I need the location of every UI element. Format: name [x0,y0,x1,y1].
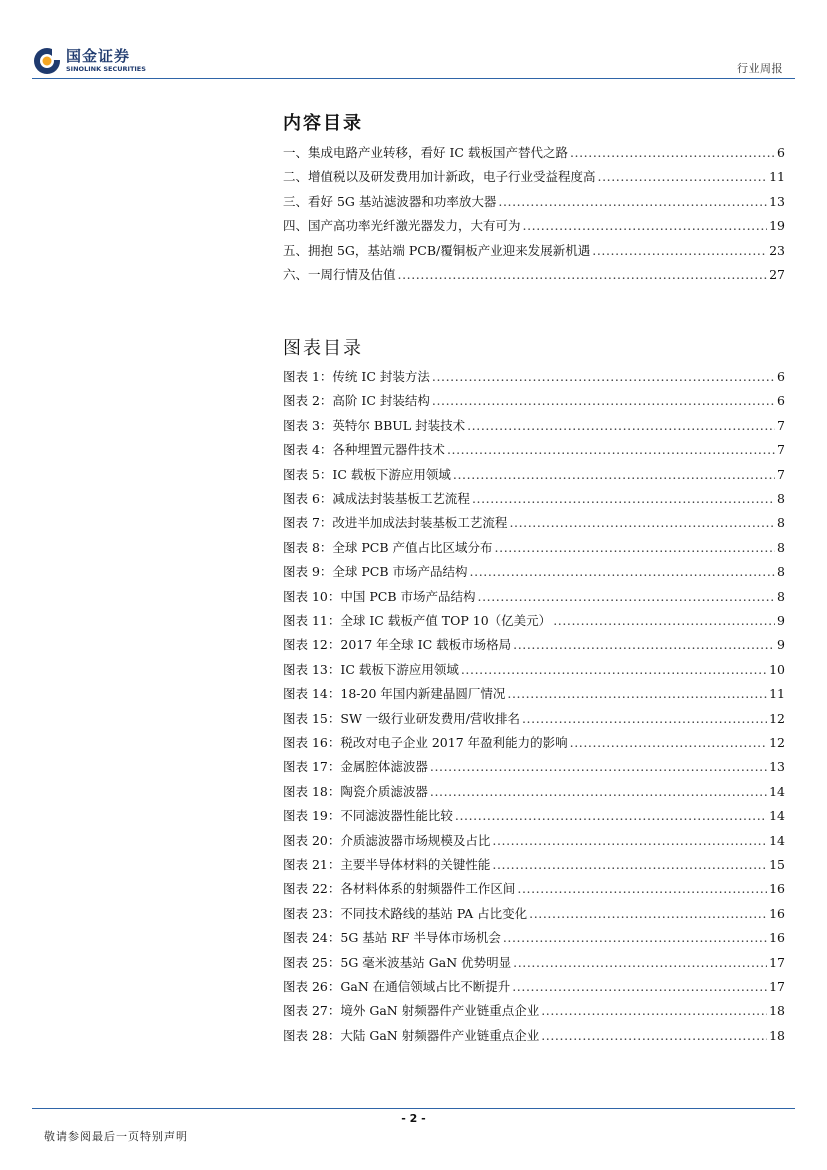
figure-entry-label[interactable]: 图表 12：2017 年全球 IC 载板市场格局 [283,637,512,653]
logo-mark-icon [32,46,62,76]
figure-entry-page[interactable]: 14 [769,808,785,824]
dot-leader [507,686,767,702]
dot-leader [570,145,775,161]
figure-entry-page[interactable]: 15 [769,857,785,872]
contents-entry-label[interactable]: 四、国产高功率光纤激光器发力，大有可为 [283,218,521,234]
dot-leader [432,393,775,409]
dot-leader [503,930,767,946]
figure-entry-page[interactable]: 6 [777,369,785,384]
dot-leader [453,467,775,483]
dot-leader [455,808,767,824]
dot-leader [529,906,767,922]
figure-entry-page[interactable]: 12 [769,710,785,726]
figure-entry-page[interactable]: 11 [769,686,785,702]
contents-entry-page[interactable]: 13 [769,193,785,209]
figure-entry[interactable] [283,589,785,607]
figure-entry-label[interactable]: 图表 20：介质滤波器市场规模及占比 [283,832,491,848]
dot-leader [517,881,767,897]
contents-entry-label[interactable]: 三、看好 5G 基站滤波器和功率放大器 [283,193,497,209]
dot-leader [461,662,767,678]
figure-entry-page[interactable]: 8 [777,588,785,604]
contents-entry-page[interactable]: 11 [769,169,785,185]
figure-entry-label[interactable]: 图表 6：减成法封装基板工艺流程 [283,491,470,506]
dot-leader [492,833,767,849]
figure-entry-label[interactable]: 图表 14：18-20 年国内新建晶圆厂情况 [283,686,506,702]
figure-entry-page[interactable]: 7 [777,442,785,458]
figure-entry-label[interactable]: 图表 18：陶瓷介质滤波器 [283,783,428,799]
page-header [0,0,827,82]
figure-entry[interactable] [283,540,785,558]
figure-entry-label[interactable]: 图表 17：金属腔体滤波器 [283,759,428,775]
figure-entry-label[interactable]: 图表 11：全球 IC 载板产值 TOP 10（亿美元） [283,613,552,628]
dot-leader [598,169,768,185]
contents-entry[interactable] [283,145,785,163]
figure-entry-label[interactable]: 图表 2：高阶 IC 封装结构 [283,393,430,409]
dot-leader [553,613,775,629]
figure-entry-page[interactable]: 8 [777,539,785,555]
figure-entry-page[interactable]: 18 [769,1003,785,1019]
figure-entry-page[interactable]: 18 [769,1027,785,1043]
figure-entry-page[interactable]: 17 [769,979,785,994]
figures-title: 图表目录 [283,338,363,359]
contents-entry-label[interactable]: 五、拥抱 5G，基站端 PCB/覆铜板产业迎来发展新机遇 [283,242,591,258]
figure-entry-label[interactable]: 图表 24：5G 基站 RF 半导体市场机会 [283,930,501,946]
figure-entry-label[interactable]: 图表 21：主要半导体材料的关键性能 [283,857,491,872]
footer-divider [32,1108,795,1109]
dot-leader [513,637,775,653]
report-type-label: 行业周报 [737,62,783,75]
figure-entry[interactable] [283,881,785,899]
figure-entry-page[interactable]: 7 [777,417,785,433]
dot-leader [478,589,776,605]
dot-leader [495,540,776,556]
figure-entry[interactable] [283,515,785,533]
figure-entry-label[interactable]: 图表 4：各种埋置元器件技术 [283,442,445,458]
figure-entry[interactable] [283,735,785,753]
dot-leader [447,442,775,458]
contents-entry[interactable] [283,218,785,236]
dot-leader [430,784,767,800]
figure-entry-page[interactable]: 8 [777,515,785,531]
figure-entry-label[interactable]: 图表 19：不同滤波器性能比较 [283,808,453,824]
figure-entry[interactable] [283,808,785,826]
contents-entry-page[interactable]: 6 [777,145,785,160]
dot-leader [522,711,767,727]
dot-leader [512,979,767,995]
contents-entry-label[interactable]: 六、一周行情及估值 [283,267,396,282]
figure-entry[interactable] [283,955,785,973]
contents-entry-label[interactable]: 一、集成电路产业转移，看好 IC 载板国产替代之路 [283,145,568,160]
figure-entry[interactable] [283,467,785,485]
dot-leader [498,194,767,210]
contents-entry-page[interactable]: 27 [769,267,785,282]
figure-entry[interactable] [283,930,785,948]
figure-entry-page[interactable]: 6 [777,393,785,409]
figure-entry-label[interactable]: 图表 22：各材料体系的射频器件工作区间 [283,881,516,897]
figure-entry[interactable] [283,979,785,997]
figure-entry-page[interactable]: 7 [777,466,785,482]
figure-entry-label[interactable]: 图表 1：传统 IC 封装方法 [283,369,430,384]
contents-entry[interactable] [283,194,785,212]
figure-entry[interactable] [283,637,785,655]
dot-leader [470,564,776,580]
contents-entry-page[interactable]: 19 [769,218,785,234]
company-logo [32,46,146,76]
figure-entry-label[interactable]: 图表 8：全球 PCB 产值占比区域分布 [283,539,493,555]
dot-leader [570,735,767,751]
figure-entry[interactable] [283,1028,785,1046]
figure-entry-page[interactable]: 16 [769,881,785,897]
figure-entry-label[interactable]: 图表 16：税改对电子企业 2017 年盈利能力的影响 [283,735,568,750]
figure-entry-label[interactable]: 图表 7：改进半加成法封装基板工艺流程 [283,515,508,531]
figure-entry[interactable] [283,442,785,460]
contents-entry[interactable] [283,243,785,261]
dot-leader [398,267,768,283]
figure-entry[interactable] [283,857,785,875]
figure-entry[interactable] [283,686,785,704]
figure-entry[interactable] [283,491,785,509]
figure-entry-page[interactable]: 9 [777,613,785,628]
figure-entry-label[interactable]: 图表 26：GaN 在通信领域占比不断提升 [283,979,511,994]
figure-entry[interactable] [283,906,785,924]
header-divider [32,78,795,79]
figure-entry[interactable] [283,833,785,851]
figure-entry[interactable] [283,784,785,802]
figure-entry-label[interactable]: 图表 28：大陆 GaN 射频器件产业链重点企业 [283,1027,540,1043]
dot-leader [432,369,775,385]
figure-entry[interactable] [283,711,785,729]
dot-leader [467,418,775,434]
contents-title: 内容目录 [283,113,363,134]
figure-entry[interactable] [283,759,785,777]
figure-entry-page[interactable]: 14 [769,783,785,799]
figure-entry-label[interactable]: 图表 25：5G 毫米波基站 GaN 优势明显 [283,954,512,970]
figure-entry[interactable] [283,369,785,387]
dot-leader [592,243,767,259]
figure-entry-page[interactable]: 16 [769,905,785,921]
disclaimer-note: 敬请参阅最后一页特别声明 [44,1130,188,1143]
figure-entry-page[interactable]: 9 [777,637,785,653]
figure-entry-label[interactable]: 图表 27：境外 GaN 射频器件产业链重点企业 [283,1003,540,1019]
figure-entry-page[interactable]: 8 [777,491,785,506]
dot-leader [509,515,775,531]
logo-chinese-name: 国金证券 [66,47,131,66]
contents-entry-page[interactable]: 23 [769,242,785,258]
contents-entry-label[interactable]: 二、增值税以及研发费用加计新政，电子行业受益程度高 [283,169,596,185]
figure-entry-page[interactable]: 16 [769,930,785,946]
figure-entry-page[interactable]: 10 [769,661,785,677]
dot-leader [492,857,767,873]
figure-entry-label[interactable]: 图表 23：不同技术路线的基站 PA 占比变化 [283,905,528,921]
dot-leader [513,955,767,971]
dot-leader [541,1003,767,1019]
figure-entry[interactable] [283,1003,785,1021]
figure-entry-page[interactable]: 14 [769,832,785,848]
figure-entry[interactable] [283,613,785,631]
logo-english-name: SINOLINK SECURITIES [66,65,146,74]
page-number: - 2 - [401,1112,426,1125]
figure-entry-label[interactable]: 图表 3：英特尔 BBUL 封装技术 [283,417,466,433]
figure-entry-page[interactable]: 8 [777,564,785,580]
contents-entry[interactable] [283,169,785,187]
figure-entry-label[interactable]: 图表 13：IC 载板下游应用领域 [283,661,459,677]
dot-leader [523,218,768,234]
figure-entry-label[interactable]: 图表 15：SW 一级行业研发费用/营收排名 [283,710,520,726]
figure-entry[interactable] [283,564,785,582]
figure-entry-page[interactable]: 17 [769,954,785,970]
figure-entry[interactable] [283,393,785,411]
dot-leader [472,491,775,507]
figure-entry[interactable] [283,662,785,680]
figure-entry[interactable] [283,418,785,436]
figure-entry-label[interactable]: 图表 5：IC 载板下游应用领域 [283,466,451,482]
dot-leader [541,1028,767,1044]
figure-entry-page[interactable]: 13 [769,759,785,775]
figure-entry-page[interactable]: 12 [769,735,785,750]
contents-entry[interactable] [283,267,785,285]
dot-leader [430,759,767,775]
figure-entry-label[interactable]: 图表 10：中国 PCB 市场产品结构 [283,588,476,604]
figure-entry-label[interactable]: 图表 9：全球 PCB 市场产品结构 [283,564,468,580]
